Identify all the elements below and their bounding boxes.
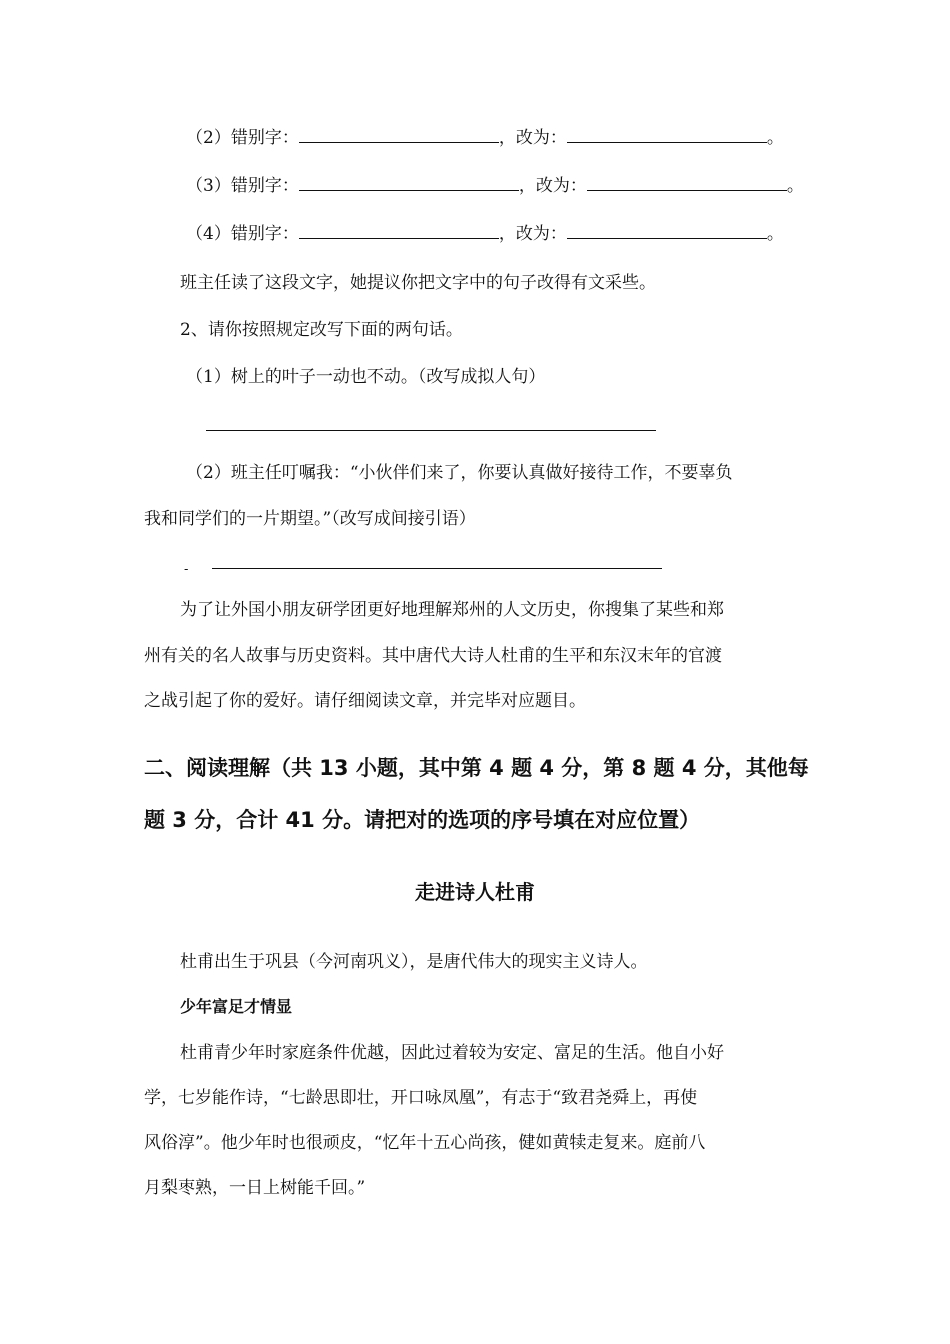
article-subheading: 少年富足才情显 xyxy=(180,997,293,1016)
question-2-2-line1: （2）班主任叮嘱我：“小伙伴们来了，你要认真做好接待工作，不要辜负 xyxy=(186,463,733,483)
correction-label: ，改为： xyxy=(498,128,567,148)
answer-line-2-2[interactable] xyxy=(212,568,662,569)
section-heading-line1: 二、阅读理解（共 13 小题，其中第 4 题 4 分，第 8 题 4 分，其他每 xyxy=(144,756,809,780)
answer-line-2-1[interactable] xyxy=(206,430,656,431)
article-para-line2: 学，七岁能作诗，“七龄思即壮，开口咏凤凰”，有志于“致君尧舜上，再使 xyxy=(144,1088,698,1108)
context-para-line3: 之战引起了你的爱好。请仔细阅读文章，并完毕对应题目。 xyxy=(144,691,586,711)
typo-answer-blank[interactable] xyxy=(299,127,499,143)
correction-answer-blank[interactable] xyxy=(587,175,787,191)
typo-label: （2）错别字： xyxy=(186,128,299,148)
typo-answer-blank[interactable] xyxy=(299,175,519,191)
line-end-punct: 。 xyxy=(786,176,804,196)
article-para-line3: 风俗淳”。他少年时也很顽皮，“忆年十五心尚孩，健如黄犊走复来。庭前八 xyxy=(144,1133,706,1153)
correction-label: ，改为： xyxy=(518,176,587,196)
typo-label: （4）错别字： xyxy=(186,224,299,244)
teacher-suggestion: 班主任读了这段文字，她提议你把文字中的句子改得有文采些。 xyxy=(180,273,656,293)
article-para-line4: 月梨枣熟，一日上树能千回。” xyxy=(144,1178,366,1198)
dash-mark: - xyxy=(184,562,189,577)
typo-answer-blank[interactable] xyxy=(299,223,499,239)
correction-answer-blank[interactable] xyxy=(567,127,767,143)
question-2-1: （1）树上的叶子一动也不动。（改写成拟人句） xyxy=(186,367,546,387)
typo-line-4 xyxy=(186,222,784,246)
question-2-title: 2、请你按照规定改写下面的两句话。 xyxy=(180,320,463,340)
article-para-line1: 杜甫青少年时家庭条件优越，因此过着较为安定、富足的生活。他自小好 xyxy=(180,1043,724,1063)
correction-answer-blank[interactable] xyxy=(567,223,767,239)
typo-line-3 xyxy=(186,174,804,198)
line-end-punct: 。 xyxy=(766,128,784,148)
typo-label: （3）错别字： xyxy=(186,176,299,196)
context-para-line1: 为了让外国小朋友研学团更好地理解郑州的人文历史，你搜集了某些和郑 xyxy=(180,600,724,620)
article-intro: 杜甫出生于巩县（今河南巩义），是唐代伟大的现实主义诗人。 xyxy=(180,952,648,972)
typo-line-2 xyxy=(186,126,784,150)
line-end-punct: 。 xyxy=(766,224,784,244)
section-heading-line2: 题 3 分，合计 41 分。请把对的选项的序号填在对应位置） xyxy=(144,808,701,832)
question-2-2-line2: 我和同学们的一片期望。”（改写成间接引语） xyxy=(144,509,476,529)
context-para-line2: 州有关的名人故事与历史资料。其中唐代大诗人杜甫的生平和东汉末年的官渡 xyxy=(144,646,722,666)
article-title: 走进诗人杜甫 xyxy=(415,880,535,904)
correction-label: ，改为： xyxy=(498,224,567,244)
